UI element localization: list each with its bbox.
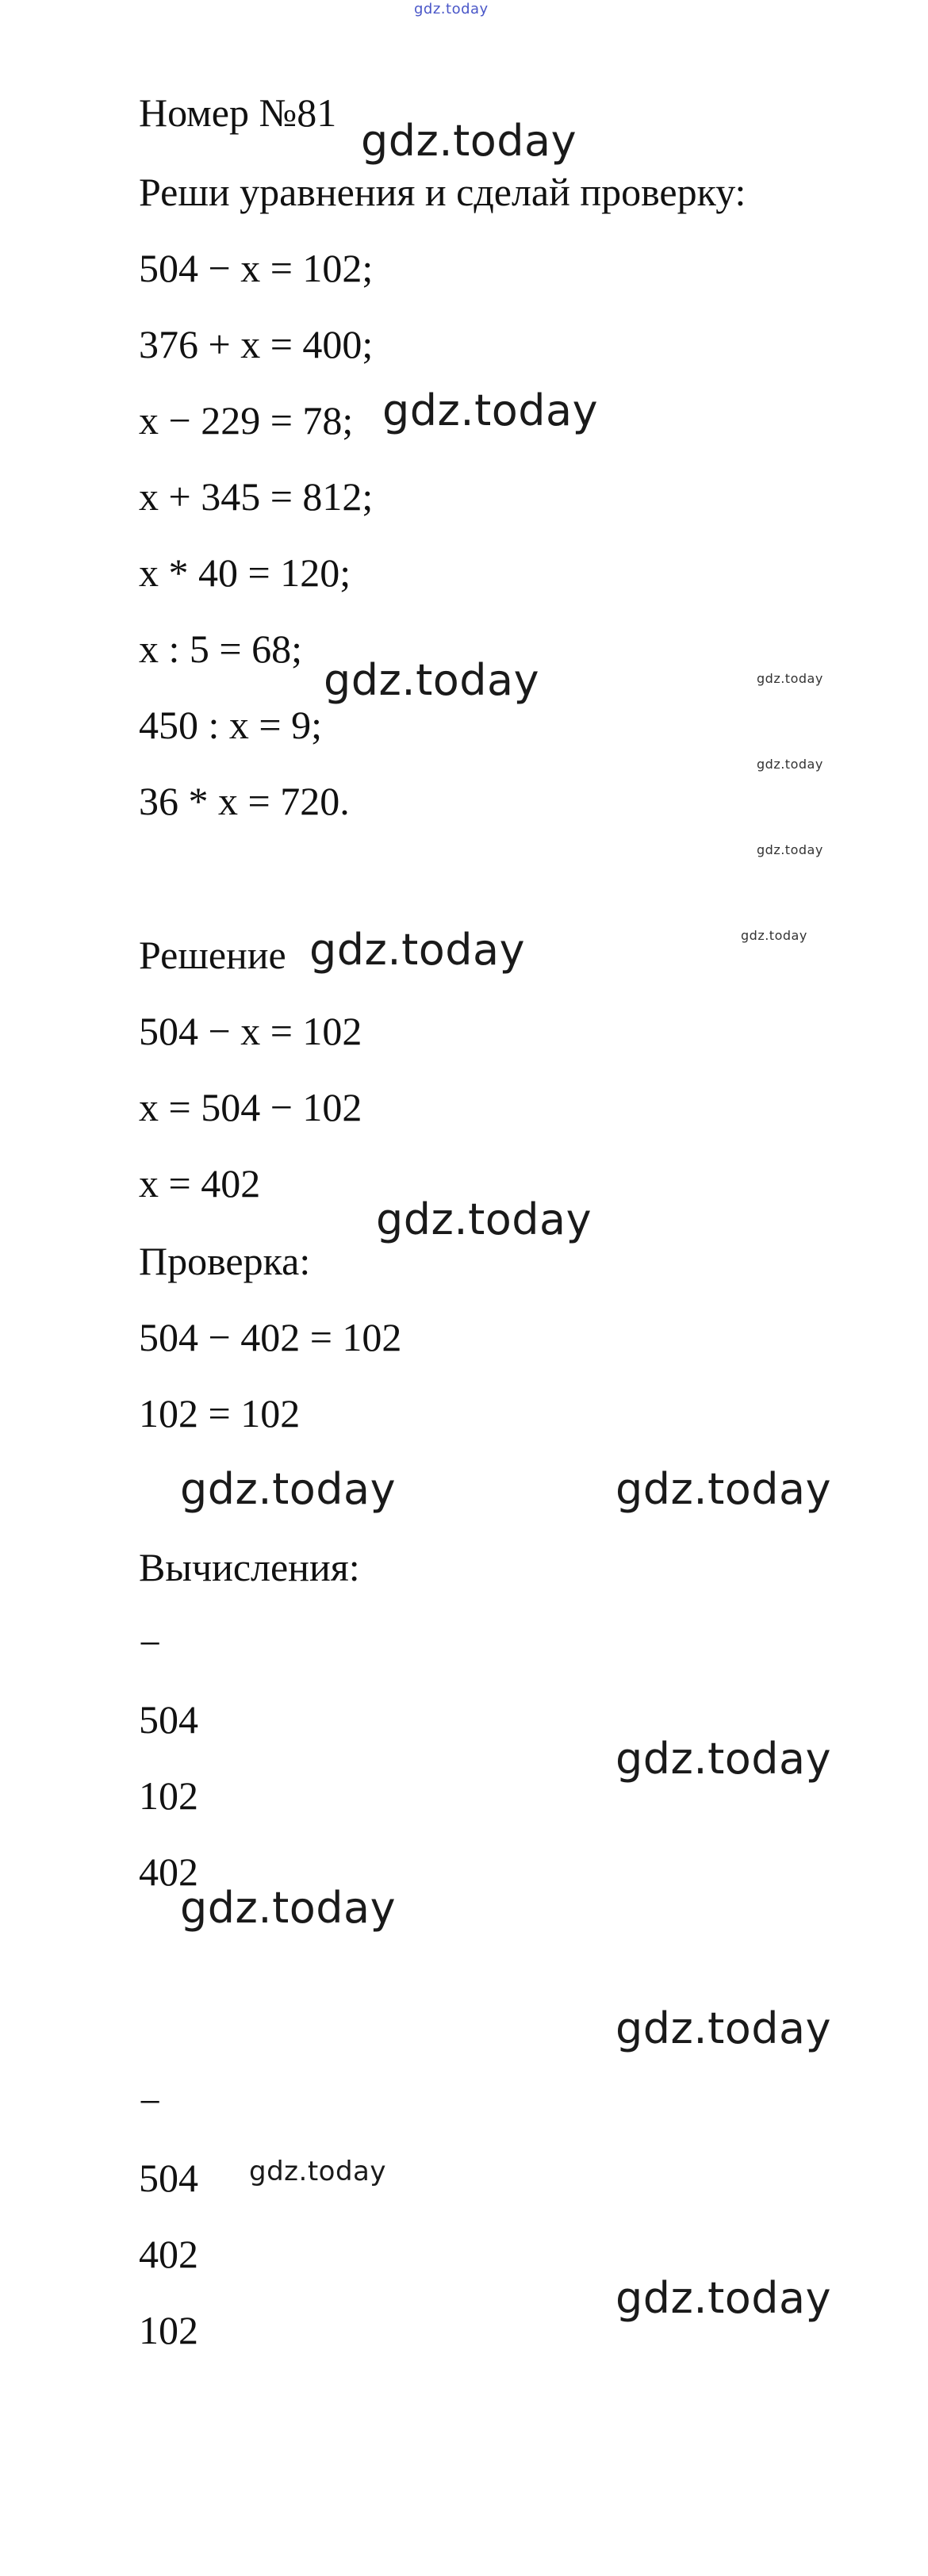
equation-line: x − 229 = 78; [139, 398, 354, 443]
watermark: gdz.today [741, 928, 807, 943]
calc-operator: − [139, 2080, 162, 2124]
task-title: Номер №81 [139, 90, 337, 135]
solution-heading: Решение [139, 933, 286, 977]
equation-line: 36 * x = 720. [139, 779, 350, 823]
equation-line: 504 − x = 102; [139, 246, 374, 290]
equation-line: x * 40 = 120; [139, 550, 351, 595]
watermark: gdz.today [615, 1734, 832, 1784]
calc-operand: 402 [139, 2232, 198, 2276]
solution-step: x = 402 [139, 1161, 261, 1206]
task-prompt: Реши уравнения и сделай проверку: [139, 170, 746, 214]
watermark: gdz.today [615, 2003, 832, 2053]
solution-step: 504 − x = 102 [139, 1009, 362, 1053]
watermark: gdz.today [324, 655, 540, 705]
check-line: 102 = 102 [139, 1391, 301, 1436]
watermark: gdz.today [757, 671, 823, 686]
calc-operand: 504 [139, 2156, 198, 2200]
calc-result: 402 [139, 1850, 198, 1894]
check-heading: Проверка: [139, 1239, 311, 1283]
watermark: gdz.today [615, 1464, 832, 1514]
watermark: gdz.today [757, 757, 823, 772]
calc-result: 102 [139, 2308, 198, 2352]
calc-operator: − [139, 1621, 162, 1666]
watermark: gdz.today [180, 1883, 397, 1933]
watermark: gdz.today [615, 2273, 832, 2323]
equation-line: x : 5 = 68; [139, 627, 302, 671]
equation-line: 450 : x = 9; [139, 703, 322, 747]
equation-line: x + 345 = 812; [139, 474, 374, 519]
watermark: gdz.today [361, 116, 577, 166]
watermark: gdz.today [376, 1194, 592, 1244]
solution-step: x = 504 − 102 [139, 1085, 362, 1129]
calc-operand: 504 [139, 1697, 198, 1742]
calc-heading: Вычисления: [139, 1545, 360, 1589]
top-watermark: gdz.today [414, 1, 489, 17]
watermark: gdz.today [382, 385, 599, 435]
watermark: gdz.today [309, 925, 526, 975]
watermark: gdz.today [249, 2156, 386, 2187]
calc-operand: 102 [139, 1773, 198, 1818]
check-line: 504 − 402 = 102 [139, 1315, 402, 1359]
equation-line: 376 + x = 400; [139, 322, 374, 366]
watermark: gdz.today [757, 842, 823, 857]
watermark: gdz.today [180, 1464, 397, 1514]
